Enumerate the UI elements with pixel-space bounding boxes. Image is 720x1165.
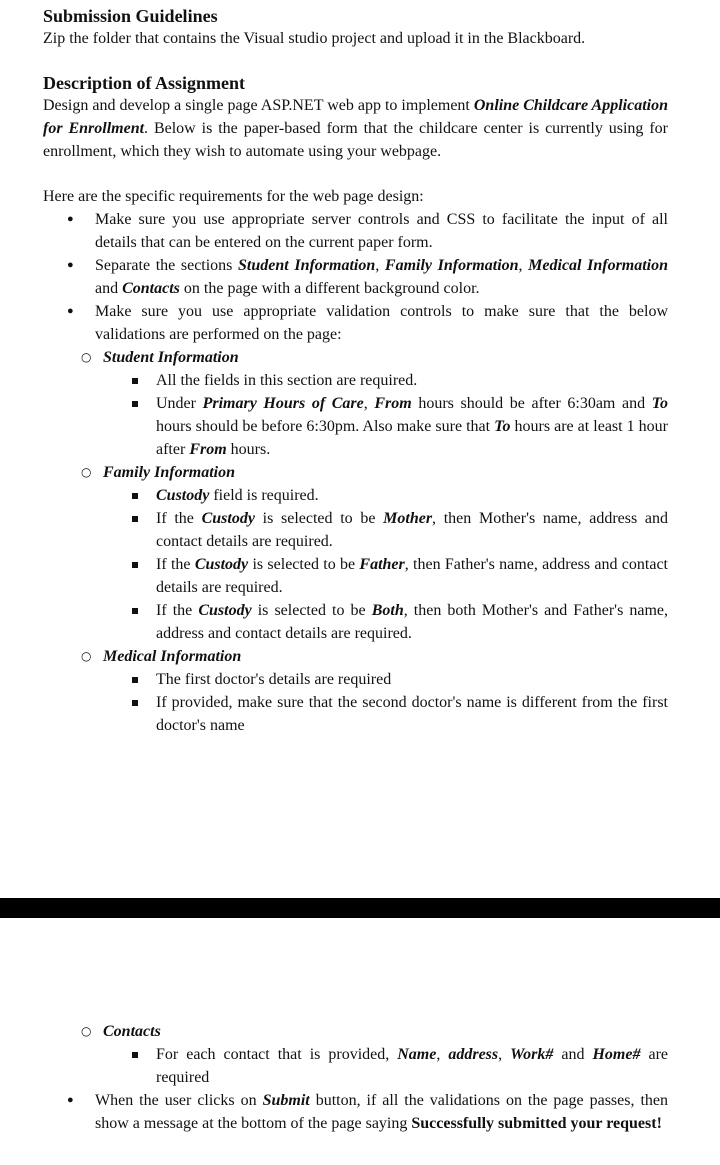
item-text: hours should be before 6:30pm. Also make sure that	[156, 418, 495, 435]
description-paragraph	[43, 94, 668, 163]
section-name: Medical Information	[528, 257, 669, 274]
section-name: Contacts	[122, 280, 180, 297]
subheading-text: Student Information	[103, 349, 239, 366]
item-text: All the fields in this section are required.	[156, 372, 418, 389]
section-name: Student Information	[238, 257, 376, 274]
item-text: hours should be after 6:30am and	[411, 395, 652, 412]
bullet-separate-sections	[43, 254, 668, 300]
family-item-both	[43, 599, 668, 645]
item-text: , then Mother's name, address and contact details are required.	[156, 510, 668, 550]
emphasis: Submit	[262, 1092, 310, 1109]
medical-item-first-doctor	[43, 668, 668, 691]
item-text: is selected to be	[248, 556, 360, 573]
hollow-circle-icon: ○	[81, 350, 92, 364]
item-text: are required	[156, 1046, 669, 1086]
document-page-2	[43, 1020, 668, 1135]
subheading-text: Family Information	[103, 464, 236, 481]
square-bullet-icon	[132, 493, 138, 499]
separator: and	[95, 280, 123, 297]
item-text: , then both Mother's and Father's name, address and contact details are required.	[156, 602, 669, 642]
bullet-text: Separate the sections	[95, 257, 239, 274]
item-text: is selected to be	[251, 602, 372, 619]
separator: ,	[363, 395, 375, 412]
square-bullet-icon	[132, 700, 138, 706]
emphasis: Primary Hours of Care	[202, 395, 364, 412]
item-text: The first doctor's details are required	[156, 671, 392, 688]
student-item-hours	[43, 392, 668, 461]
bullet-dot-icon: ●	[67, 259, 74, 271]
bullet-server-controls	[43, 208, 668, 254]
item-text: field is required.	[209, 487, 319, 504]
item-text: hours.	[226, 441, 271, 458]
family-information-subheading	[43, 461, 668, 484]
medical-information-subheading	[43, 645, 668, 668]
item-text: If provided, make sure that the second doctor's name is different from the first doctor's name	[156, 694, 668, 734]
emphasis: Both	[371, 602, 404, 619]
hollow-circle-icon: ○	[81, 649, 92, 663]
app-name-emphasis: Online Childcare Application for Enrollment	[43, 97, 668, 137]
emphasis: From	[374, 395, 412, 412]
subheading-text: Contacts	[103, 1023, 161, 1040]
separator: ,	[498, 1046, 511, 1063]
item-text: If the	[156, 602, 199, 619]
item-text: is selected to be	[254, 510, 384, 527]
emphasis: address	[448, 1046, 499, 1063]
bullet-text-end: on the page with a different background color.	[179, 280, 480, 297]
submission-text: Zip the folder that contains the Visual studio project and upload it in the Blackboard.	[43, 30, 586, 47]
submission-heading: Submission Guidelines	[43, 6, 218, 26]
emphasis: Home#	[592, 1046, 641, 1063]
square-bullet-icon	[132, 378, 138, 384]
bullet-dot-icon: ●	[67, 1094, 74, 1106]
square-bullet-icon	[132, 516, 138, 522]
hollow-circle-icon: ○	[81, 465, 92, 479]
family-item-mother	[43, 507, 668, 553]
item-text: and	[553, 1046, 593, 1063]
family-item-father	[43, 553, 668, 599]
emphasis: Mother	[383, 510, 433, 527]
bullet-dot-icon: ●	[67, 213, 74, 225]
description-heading: Description of Assignment	[43, 73, 245, 93]
bullet-text: Make sure you use appropriate validation controls to make sure that the below validations are performed on the page:	[95, 303, 668, 343]
subheading-text: Medical Information	[103, 648, 242, 665]
separator: ,	[518, 257, 529, 274]
item-text: If the	[156, 510, 202, 527]
bullet-dot-icon: ●	[67, 305, 74, 317]
emphasis: Custody	[194, 556, 249, 573]
bullet-text: When the user clicks on	[95, 1092, 263, 1109]
student-information-subheading	[43, 346, 668, 369]
page-separator-bar	[0, 898, 720, 918]
document-page-1	[43, 5, 668, 737]
family-item-custody	[43, 484, 668, 507]
bullet-submit	[43, 1089, 668, 1135]
bullet-validation-controls	[43, 300, 668, 346]
description-text-end: . Below is the paper-based form that the childcare center is currently using for enrollment, which they wish to automate using your webpage.	[43, 120, 668, 160]
contacts-item-required	[43, 1043, 668, 1089]
student-item-required	[43, 369, 668, 392]
square-bullet-icon	[132, 401, 138, 407]
square-bullet-icon	[132, 677, 138, 683]
description-text: Design and develop a single page ASP.NET web app to implement	[43, 97, 474, 114]
square-bullet-icon	[132, 562, 138, 568]
emphasis: Work#	[510, 1046, 554, 1063]
emphasis: Custody	[156, 487, 210, 504]
success-message-text: Successfully submitted your request!	[411, 1115, 662, 1132]
item-text: , then Father's name, address and contact details are required.	[156, 556, 669, 596]
emphasis: Name	[397, 1046, 437, 1063]
contacts-subheading	[43, 1020, 668, 1043]
emphasis: To	[651, 395, 669, 412]
item-text: If the	[156, 556, 195, 573]
medical-item-second-doctor	[43, 691, 668, 737]
item-text: hours are at least 1 hour after	[156, 418, 669, 458]
separator: ,	[436, 1046, 449, 1063]
emphasis: Custody	[198, 602, 252, 619]
emphasis: From	[189, 441, 227, 458]
bullet-text: Make sure you use appropriate server controls and CSS to facilitate the input of all details that can be entered on the current paper form.	[95, 211, 668, 251]
requirements-intro: Here are the specific requirements for the web page design:	[43, 188, 424, 205]
emphasis: To	[494, 418, 511, 435]
section-name: Family Information	[384, 257, 519, 274]
item-text: Under	[156, 395, 203, 412]
square-bullet-icon	[132, 1052, 138, 1058]
separator: ,	[375, 257, 385, 274]
item-text: For each contact that is provided,	[156, 1046, 398, 1063]
emphasis: Custody	[201, 510, 255, 527]
bullet-text: button, if all the validations on the page passes, then show a message at the bottom of the page saying	[95, 1092, 668, 1132]
square-bullet-icon	[132, 608, 138, 614]
emphasis: Father	[359, 556, 405, 573]
hollow-circle-icon: ○	[81, 1024, 92, 1038]
